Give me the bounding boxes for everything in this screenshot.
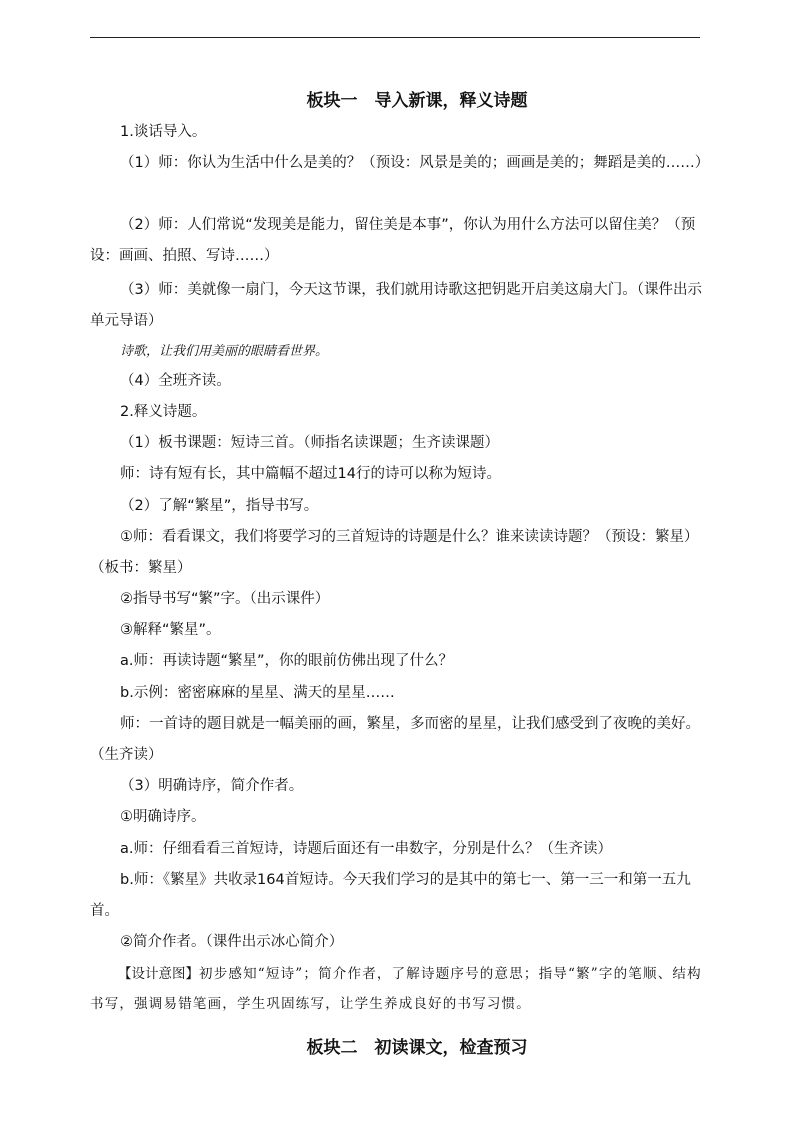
paragraph: （1）师：你认为生活中什么是美的？（预设：风景是美的；画画是美的；舞蹈是美的……） (120, 155, 710, 171)
paragraph: （1）板书课题：短诗三首。（师指名读课题；生齐读课题） (120, 435, 499, 451)
design-intent-tag: 【设计意图】 (118, 966, 199, 982)
paragraph: 1.谈话导入。 (120, 124, 207, 140)
unit-guide-quote: 诗歌，让我们用美丽的眼睛看世界。 (120, 344, 329, 359)
paragraph: ①师：看看课文，我们将要学习的三首短诗的诗题是什么？谁来读读诗题？（预设：繁星）（板书：繁星） (90, 529, 699, 576)
paragraph: b.示例：密密麻麻的星星、满天的星星…… (120, 685, 395, 701)
design-intent (90, 959, 702, 1019)
section-2-title: 板块二 初读课文，检查预习 (306, 1038, 528, 1058)
paragraph: ②指导书写“繁”字。（出示课件） (120, 591, 330, 607)
paragraph: （2）师：人们常说“发现美是能力，留住美是本事”，你认为用什么方法可以留住美？（预设：画画、拍照、写诗……） (90, 217, 696, 264)
section-1-title: 板块一 导入新课，释义诗题 (306, 91, 528, 111)
paragraph: ③解释“繁星”。 (120, 622, 221, 638)
paragraph: a.师：再读诗题“繁星”，你的眼前仿佛出现了什么？ (120, 653, 454, 669)
header-rule (90, 37, 700, 38)
paragraph: 2.释义诗题。 (120, 404, 207, 420)
paragraph: （3）师：美就像一扇门，今天这节课，我们就用诗歌这把钥匙开启美这扇大门。（课件出示单元导语） (90, 282, 702, 329)
paragraph: （2）了解“繁星”，指导书写。 (120, 498, 319, 514)
paragraph: ②简介作者。（课件出示冰心简介） (120, 934, 344, 950)
paragraph: （3）明确诗序，简介作者。 (120, 778, 304, 794)
paragraph: 师：一首诗的题目就是一幅美丽的画，繁星，多而密的星星，让我们感受到了夜晚的美好。（生齐读） (90, 716, 700, 763)
paragraph: b.师：《繁星》共收录164首短诗。今天我们学习的是其中的第七一、第一三一和第一五九首。 (90, 872, 691, 919)
paragraph: ①明确诗序。 (120, 809, 206, 825)
paragraph: （4）全班齐读。 (120, 373, 231, 389)
design-intent-text: 初步感知“短诗”；简介作者，了解诗题序号的意思；指导“繁”字的笔顺、结构书写，强调易错笔画，学生巩固练写，让学生养成良好的书写习惯。 (90, 966, 702, 1012)
paragraph: 师：诗有短有长，其中篇幅不超过14行的诗可以称为短诗。 (120, 466, 501, 482)
paragraph: a.师：仔细看看三首短诗，诗题后面还有一串数字，分别是什么？（生齐读） (120, 841, 612, 857)
